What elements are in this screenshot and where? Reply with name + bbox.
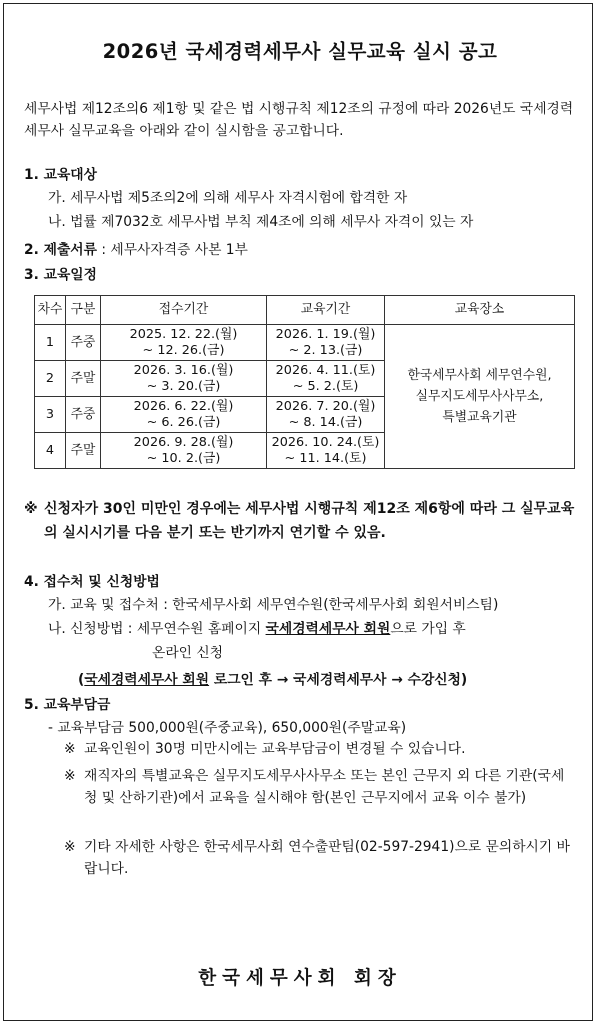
- apply-end: ~ 6. 26.(금): [146, 414, 221, 430]
- section1-heading: 1. 교육대상: [24, 167, 97, 183]
- flow-member-link[interactable]: 국세경력세무사 회원: [84, 672, 210, 688]
- row-round: 1: [35, 325, 66, 361]
- member-link[interactable]: 국세경력세무사 회원: [265, 621, 391, 637]
- row-round: 4: [35, 433, 66, 469]
- row-apply-period: [101, 433, 267, 469]
- note-text: 기타 자세한 사항은 한국세무사회 연수출판팀(02-597-2941)으로 문의하시기 바랍니다.: [84, 839, 570, 877]
- schedule-header-row: [35, 296, 575, 325]
- document-title: 2026년 국세경력세무사 실무교육 실시 공고: [102, 40, 498, 63]
- row-round: 2: [35, 361, 66, 397]
- edu-end: ~ 11. 14.(토): [284, 450, 367, 466]
- edu-start: 2026. 7. 20.(월): [275, 398, 376, 414]
- apply-end: ~ 3. 20.(금): [146, 378, 221, 394]
- note-mark: ※: [64, 768, 76, 784]
- postpone-notice: [24, 497, 580, 545]
- fee-note: [64, 765, 576, 809]
- row-type: 주말: [66, 433, 101, 469]
- section2-heading: 2. 제출서류: [24, 242, 97, 258]
- header-place: 교육장소: [385, 296, 575, 325]
- section3-heading: 3. 교육일정: [24, 267, 97, 283]
- row-type: 주말: [66, 361, 101, 397]
- place-line: 한국세무사회 세무연수원,: [407, 368, 552, 383]
- row-edu-period: [267, 433, 385, 469]
- apply-start: 2025. 12. 22.(월): [129, 326, 238, 342]
- row-type: 주중: [66, 397, 101, 433]
- place-cell: [385, 325, 575, 469]
- edu-start: 2026. 10. 24.(토): [271, 434, 380, 450]
- row-edu-period: [267, 361, 385, 397]
- section4-item-b: [48, 617, 466, 637]
- section1-item-b: 나. 법률 제7032호 세무사법 부칙 제4조에 의해 세무사 자격이 있는 자: [48, 214, 474, 230]
- apply-start: 2026. 9. 28.(월): [133, 434, 234, 450]
- note-text: 재직자의 특별교육은 실무지도세무사사무소 또는 본인 근무지 외 다른 기관(국세청 및 산하기관)에서 교육을 실시해야 함(본인 근무지에서 교육 이수 불가): [84, 768, 565, 806]
- edu-end: ~ 8. 14.(금): [288, 414, 363, 430]
- row-apply-period: [101, 397, 267, 433]
- edu-end: ~ 5. 2.(토): [292, 378, 359, 394]
- header-type: 구분: [66, 296, 101, 325]
- header-apply-period: 접수기간: [101, 296, 267, 325]
- note-text: 교육인원이 30명 미만시에는 교육부담금이 변경될 수 있습니다.: [84, 741, 466, 757]
- place-line: 실무지도세무사사무소,: [415, 389, 544, 404]
- apply-method-prefix: 나. 신청방법 : 세무연수원 홈페이지: [48, 621, 266, 637]
- row-type: 주중: [66, 325, 101, 361]
- section4-item-a: 가. 교육 및 접수처 : 한국세무사회 세무연수원(한국세무사회 회원서비스팀): [48, 597, 499, 613]
- flow-suffix: 로그인 후 → 국세경력세무사 → 수강신청): [209, 672, 468, 688]
- row-apply-period: [101, 361, 267, 397]
- row-edu-period: [267, 397, 385, 433]
- apply-end: ~ 10. 2.(금): [146, 450, 221, 466]
- apply-start: 2026. 6. 22.(월): [133, 398, 234, 414]
- row-apply-period: [101, 325, 267, 361]
- edu-start: 2026. 1. 19.(월): [275, 326, 376, 342]
- notice-text: 신청자가 30인 미만인 경우에는 세무사법 시행규칙 제12조 제6항에 따라 그 실무교육의 실시시기를 다음 분기 또는 반기까지 연기할 수 있음.: [44, 501, 575, 541]
- apply-flow: [78, 668, 467, 688]
- section2-line: [24, 238, 248, 258]
- apply-method-line2: 온라인 신청: [152, 645, 224, 661]
- section4-heading: 4. 접수처 및 신청방법: [24, 574, 160, 590]
- section2-text: : 세무사자격증 사본 1부: [96, 242, 248, 258]
- apply-method-suffix: 으로 가입 후: [390, 621, 466, 637]
- apply-start: 2026. 3. 16.(월): [133, 362, 234, 378]
- section5-heading: 5. 교육부담금: [24, 697, 111, 713]
- note-mark: ※: [64, 839, 76, 855]
- apply-end: ~ 12. 26.(금): [142, 342, 225, 358]
- header-round: 차수: [35, 296, 66, 325]
- section1-item-a: 가. 세무사법 제5조의2에 의해 세무사 자격시험에 합격한 자: [48, 190, 408, 206]
- fee-line: - 교육부담금 500,000원(주중교육), 650,000원(주말교육): [48, 720, 407, 736]
- fee-note: [64, 836, 576, 880]
- note-mark: ※: [64, 741, 76, 757]
- footer-signature: 한국세무사회 회장: [198, 968, 402, 989]
- intro-paragraph: 세무사법 제12조의6 제1항 및 같은 법 시행규칙 제12조의 규정에 따라 2026년도 국세경력세무사 실무교육을 아래와 같이 실시함을 공고합니다.: [24, 101, 574, 139]
- fee-note: [64, 738, 576, 760]
- row-edu-period: [267, 325, 385, 361]
- place-line: 특별교육기관: [442, 410, 517, 425]
- table-row: [35, 325, 575, 361]
- flow-prefix: (: [78, 672, 85, 688]
- schedule-table: [34, 295, 575, 469]
- edu-end: ~ 2. 13.(금): [288, 342, 363, 358]
- header-edu-period: 교육기간: [267, 296, 385, 325]
- row-round: 3: [35, 397, 66, 433]
- notice-mark: ※: [24, 501, 38, 517]
- edu-start: 2026. 4. 11.(토): [275, 362, 376, 378]
